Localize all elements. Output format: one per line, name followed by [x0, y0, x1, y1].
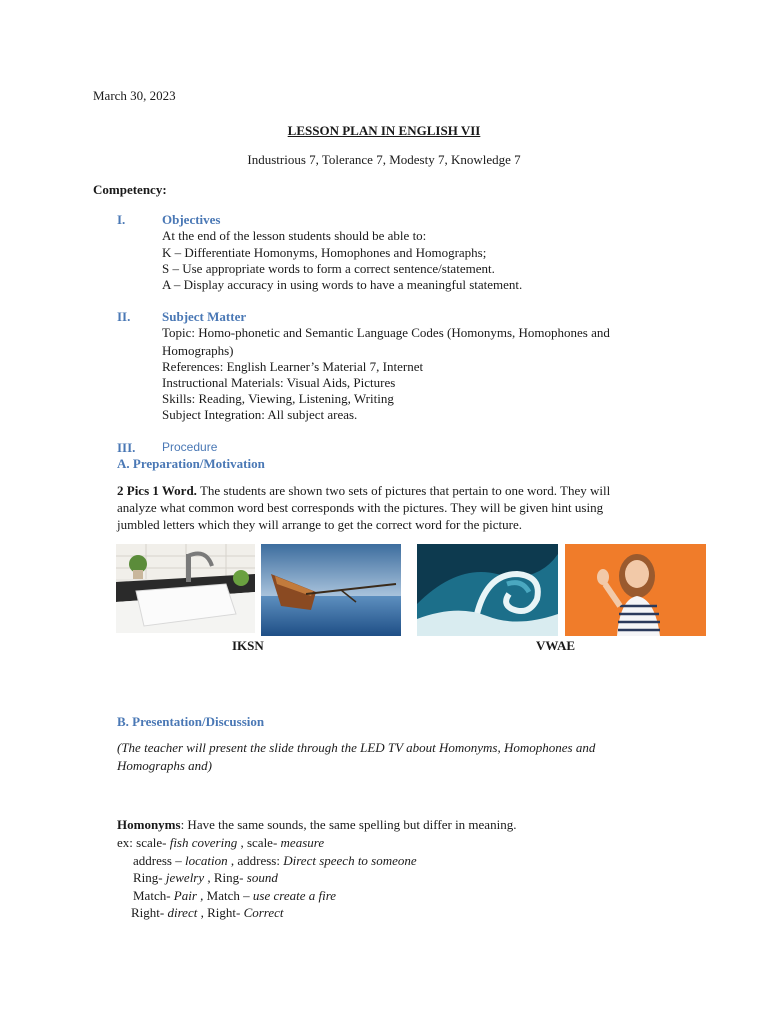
example-text: , Ring- — [204, 870, 247, 885]
objectives-numeral: I. — [117, 212, 126, 227]
example-line — [133, 870, 278, 886]
example-meaning: Direct speech to someone — [283, 853, 417, 868]
example-meaning: measure — [280, 835, 325, 850]
teacher-note-line: Homographs and) — [117, 758, 212, 773]
example-meaning: fish covering — [169, 835, 238, 850]
example-meaning: direct , — [167, 905, 204, 920]
subject-matter-line: References: English Learner’s Material 7, Internet — [162, 359, 424, 374]
activity-text: The students are shown two sets of pictures that pertain to one word. They will — [196, 483, 611, 498]
hint-label-2: VWAE — [536, 638, 576, 653]
objectives-line: S – Use appropriate words to form a correct sentence/statement. — [162, 261, 495, 276]
subsection-a-heading: A. Preparation/Motivation — [117, 456, 265, 471]
subject-matter-line: Topic: Homo-phonetic and Semantic Language Codes (Homonyms, Homophones and — [162, 325, 610, 340]
activity-title: 2 Pics 1 Word. — [117, 483, 197, 498]
example-text: Match- — [133, 888, 174, 903]
example-line — [133, 853, 417, 869]
example-line — [133, 888, 336, 904]
example-text: Right- — [203, 905, 244, 920]
waving-woman-photo — [565, 544, 706, 636]
activity-line — [117, 483, 610, 499]
page-title: LESSON PLAN IN ENGLISH VII — [287, 123, 481, 138]
example-text: , address: — [227, 853, 284, 868]
teacher-note-line: (The teacher will present the slide through the LED TV about Homonyms, Homophones and — [117, 740, 596, 755]
procedure-heading: Procedure — [162, 440, 218, 454]
activity-line: analyze what common word best corresponds with the pictures. They will be given hint using — [117, 500, 604, 515]
example-text: Ring- — [133, 870, 166, 885]
example-meaning: Correct — [243, 905, 284, 920]
example-text: address – — [133, 853, 185, 868]
example-meaning: jewelry — [165, 870, 205, 885]
competency-label: Competency: — [93, 182, 167, 197]
subsection-b-heading: B. Presentation/Discussion — [117, 714, 265, 729]
procedure-numeral: III. — [117, 440, 136, 455]
hint-label-1: IKSN — [232, 638, 264, 653]
example-text: Right- — [131, 905, 168, 920]
objectives-line: At the end of the lesson students should be able to: — [162, 228, 427, 243]
subject-matter-heading: Subject Matter — [162, 309, 247, 324]
objectives-heading: Objectives — [162, 212, 221, 227]
sections-line: Industrious 7, Tolerance 7, Modesty 7, Knowledge 7 — [247, 152, 521, 167]
subject-matter-line: Subject Integration: All subject areas. — [162, 407, 358, 422]
example-meaning: sound — [246, 870, 278, 885]
sink-photo — [116, 544, 255, 633]
objectives-line: K – Differentiate Homonyms, Homophones and Homographs; — [162, 245, 487, 260]
example-line — [117, 835, 324, 851]
example-line — [131, 905, 284, 921]
date: March 30, 2023 — [93, 88, 176, 103]
homonyms-term: Homonyms — [117, 817, 181, 832]
subject-matter-line: Skills: Reading, Viewing, Listening, Writing — [162, 391, 394, 406]
sinking-boat-photo — [261, 544, 401, 636]
example-text: , scale- — [237, 835, 281, 850]
objectives-line: A – Display accuracy in using words to have a meaningful statement. — [162, 277, 523, 292]
example-meaning: Pair , — [173, 888, 204, 903]
subject-matter-line: Instructional Materials: Visual Aids, Pictures — [162, 375, 396, 390]
subject-matter-numeral: II. — [117, 309, 131, 324]
example-text: ex: scale- — [117, 835, 170, 850]
activity-line: jumbled letters which they will arrange to get the correct word for the picture. — [117, 517, 523, 532]
example-meaning: use create a fire — [252, 888, 337, 903]
subject-matter-line: Homographs) — [162, 343, 234, 358]
example-meaning: location — [185, 853, 228, 868]
homonyms-definition-text: : Have the same sounds, the same spelling but differ in meaning. — [180, 817, 517, 832]
ocean-wave-photo — [417, 544, 558, 636]
example-text: Match – — [203, 888, 253, 903]
homonyms-definition — [117, 817, 516, 833]
